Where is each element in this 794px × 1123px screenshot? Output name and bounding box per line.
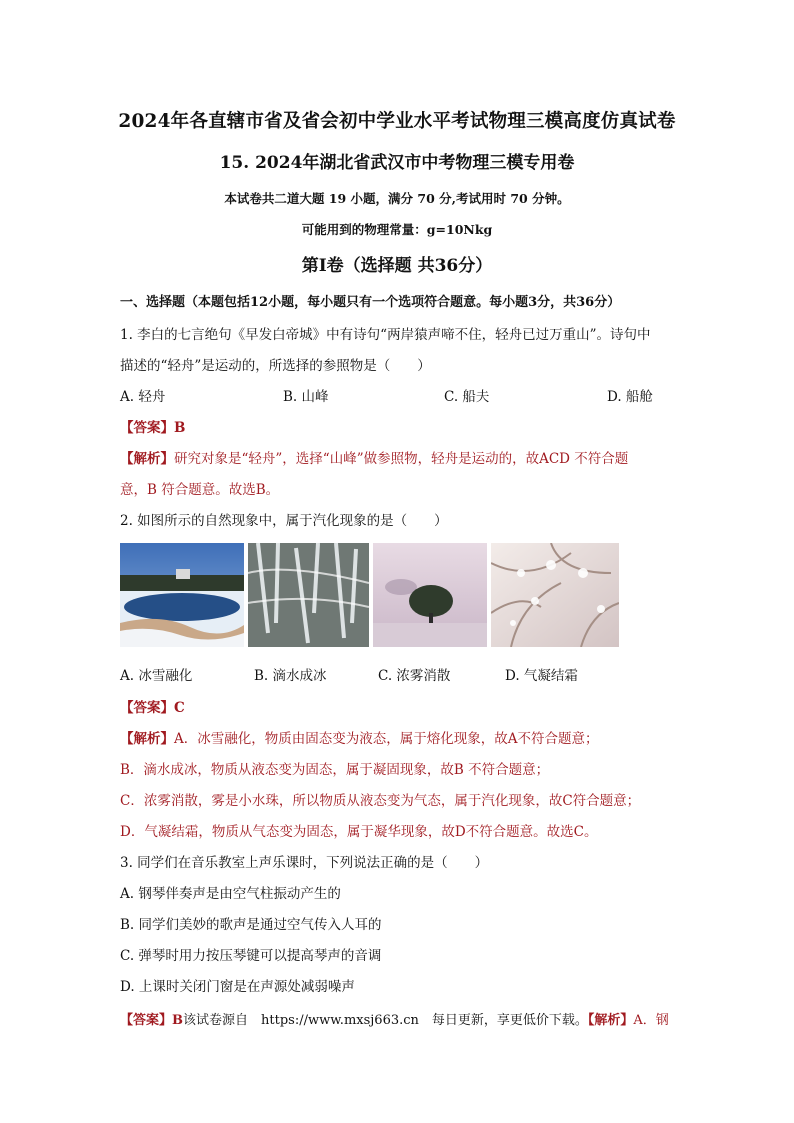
q3-option-a: A. 钢琴伴奏声是由空气柱振动产生的	[120, 886, 341, 902]
q3-analysis-label: 【解析】	[587, 1013, 634, 1028]
frost-branches-photo	[491, 543, 619, 647]
section-title: 第Ⅰ卷（选择题 共36分）	[301, 256, 493, 276]
q1-analysis-line-1	[120, 447, 628, 467]
q3-answer-line	[120, 1009, 669, 1028]
q2-analysis-line-4: D．气凝结霜，物质从气态变为固态，属于凝华现象，故D不符合题意。故选C。	[120, 824, 598, 840]
q1-analysis-text-1: 研究对象是“轻舟”，选择“山峰”做参照物，轻舟是运动的，故ACD 不符合题	[174, 451, 629, 467]
q2-answer	[120, 696, 185, 716]
frozen-lake-photo	[120, 543, 244, 647]
promo-text: 该试卷源自 https://www.mxsj663.cn 每日更新，享更低价下载。	[183, 1013, 588, 1028]
fog-tree-photo	[373, 543, 487, 647]
q3-analysis-start: A．钢	[633, 1013, 669, 1028]
section-instruction: 一、选择题（本题包括12小题，每小题只有一个选项符合题意。每小题3分，共36分）	[120, 295, 621, 310]
q1-stem-line-1: 1. 李白的七言绝句《早发白帝城》中有诗句“两岸猿声啼不住，轻舟已过万重山”。诗句中	[120, 327, 651, 343]
q1-option-b: B. 山峰	[283, 389, 329, 405]
q1-answer-value: B	[174, 420, 186, 436]
q3-answer-label: 【答案】	[120, 1013, 173, 1028]
exam-info-line: 本试卷共二道大题 19 小题，满分 70 分,考试用时 70 分钟。	[224, 191, 570, 206]
q2-analysis-label: 【解析】	[120, 731, 174, 747]
q1-stem-line-2: 描述的“轻舟”是运动的，所选择的参照物是（ ）	[120, 358, 431, 374]
q3-stem: 3. 同学们在音乐教室上声乐课时，下列说法正确的是（ ）	[120, 855, 489, 871]
q2-answer-label: 【答案】	[120, 700, 174, 716]
q2-stem: 2. 如图所示的自然现象中，属于汽化现象的是（ ）	[120, 513, 448, 529]
document-subtitle: 15. 2024年湖北省武汉市中考物理三模专用卷	[219, 153, 575, 173]
q3-answer-value: B	[172, 1013, 184, 1028]
q1-answer	[120, 416, 185, 436]
q1-analysis-label: 【解析】	[120, 451, 174, 467]
q3-option-b: B. 同学们美妙的歌声是通过空气传入人耳的	[120, 917, 382, 933]
q3-option-c: C. 弹琴时用力按压琴键可以提高琴声的音调	[120, 948, 382, 964]
q2-analysis-line-3: C．浓雾消散，雾是小水珠，所以物质从液态变为气态，属于汽化现象，故C符合题意；	[120, 793, 641, 809]
q1-answer-label: 【答案】	[120, 420, 174, 436]
q2-analysis-text-1: A．冰雪融化，物质由固态变为液态，属于熔化现象，故A不符合题意；	[174, 731, 599, 747]
q1-option-c: C. 船夫	[444, 389, 490, 405]
q2-option-c: C. 浓雾消散	[378, 668, 451, 684]
q2-analysis-line-1	[120, 727, 599, 747]
q2-option-a: A. 冰雪融化	[120, 668, 193, 684]
physics-constant-line: 可能用到的物理常量：g=10Nkg	[301, 222, 493, 237]
icicles-photo	[248, 543, 369, 647]
q2-answer-value: C	[174, 700, 185, 716]
q1-option-d: D. 船舱	[607, 389, 653, 405]
q3-option-d: D. 上课时关闭门窗是在声源处减弱噪声	[120, 979, 355, 995]
q2-analysis-line-2: B．滴水成冰，物质从液态变为固态，属于凝固现象，故B 不符合题意；	[120, 762, 550, 778]
q2-option-b: B. 滴水成冰	[254, 668, 327, 684]
q1-option-a: A. 轻舟	[120, 389, 166, 405]
q2-option-d: D. 气凝结霜	[505, 668, 578, 684]
q1-analysis-line-2: 意，B 符合题意。故选B。	[120, 482, 280, 498]
document-title: 2024年各直辖市省及省会初中学业水平考试物理三模高度仿真试卷	[118, 111, 676, 132]
